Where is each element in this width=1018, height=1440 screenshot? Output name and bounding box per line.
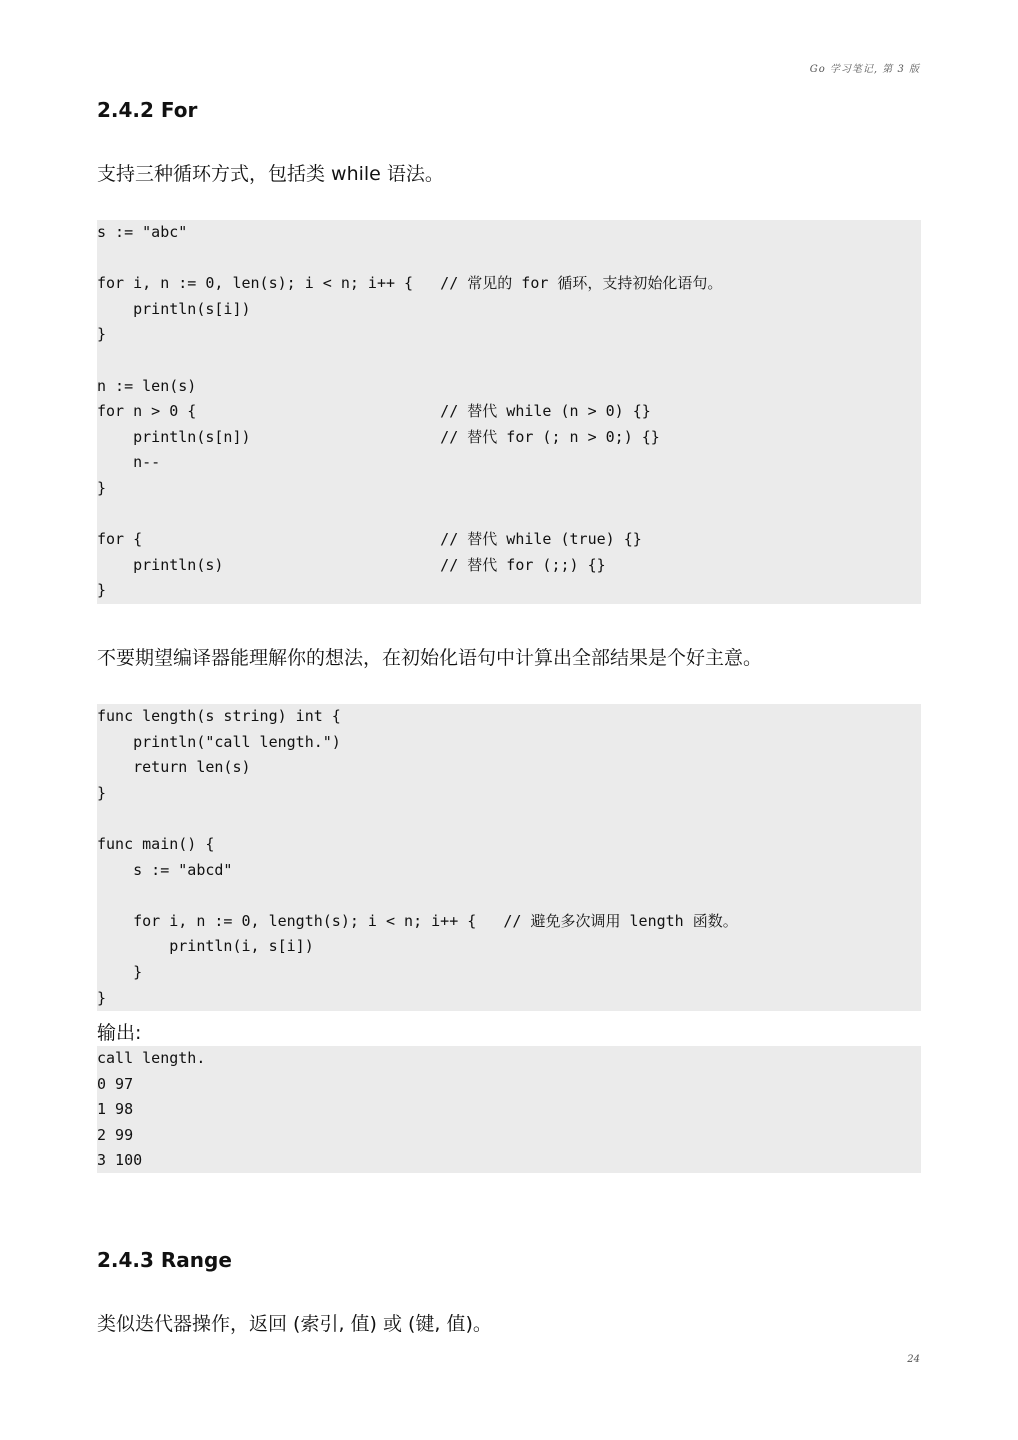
code-line bbox=[97, 883, 921, 909]
code-block-length-example bbox=[97, 704, 921, 1011]
code-line: for i, n := 0, length(s); i < n; i++ { // 避免多次调用 length 函数。 bbox=[97, 911, 738, 930]
code-line: } bbox=[97, 988, 107, 1007]
code-line: } bbox=[97, 325, 107, 344]
code-line: } bbox=[97, 783, 107, 802]
page-number: 24 bbox=[907, 1354, 920, 1365]
code-block-output bbox=[97, 1046, 921, 1173]
section-heading-range: 2.4.3 Range bbox=[97, 1248, 232, 1272]
output-label: 输出: bbox=[97, 1022, 142, 1044]
code-line: func main() { bbox=[97, 834, 215, 853]
code-line: } bbox=[97, 478, 107, 497]
section-heading-for: 2.4.2 For bbox=[97, 98, 198, 122]
code-line: println(s[n]) // 替代 for (; n > 0;) {} bbox=[97, 427, 660, 446]
code-line: println(i, s[i]) bbox=[97, 937, 314, 956]
code-line: s := "abc" bbox=[97, 223, 188, 241]
code-line: } bbox=[97, 581, 107, 600]
code-line: func length(s string) int { bbox=[97, 707, 341, 725]
code-line bbox=[97, 246, 921, 272]
output-line: 3 100 bbox=[97, 1151, 143, 1170]
code-line: return len(s) bbox=[97, 758, 251, 777]
for-intro-paragraph: 支持三种循环方式，包括类 while 语法。 bbox=[97, 163, 444, 185]
code-line bbox=[97, 502, 921, 528]
output-line: 2 99 bbox=[97, 1125, 134, 1144]
advice-paragraph: 不要期望编译器能理解你的想法，在初始化语句中计算出全部结果是个好主意。 bbox=[97, 647, 763, 669]
output-line: 1 98 bbox=[97, 1100, 134, 1119]
code-line: for i, n := 0, len(s); i < n; i++ { // 常见的 for 循环，支持初始化语句。 bbox=[97, 274, 723, 293]
code-line: n-- bbox=[97, 453, 161, 472]
code-line: for { // 替代 while (true) {} bbox=[97, 530, 642, 549]
code-line: println(s) // 替代 for (;;) {} bbox=[97, 555, 606, 574]
code-block-for-loops bbox=[97, 220, 921, 604]
code-line: for n > 0 { // 替代 while (n > 0) {} bbox=[97, 402, 651, 421]
code-line: } bbox=[97, 962, 143, 981]
code-line: println(s[i]) bbox=[97, 299, 251, 318]
output-line: 0 97 bbox=[97, 1074, 134, 1093]
code-line: s := "abcd" bbox=[97, 860, 233, 879]
code-line bbox=[97, 348, 921, 374]
range-intro-paragraph: 类似迭代器操作，返回 (索引, 值) 或 (键, 值)。 bbox=[97, 1313, 492, 1335]
running-header: Go 学习笔记, 第 3 版 bbox=[809, 64, 920, 75]
code-line: println("call length.") bbox=[97, 732, 341, 751]
output-line: call length. bbox=[97, 1049, 206, 1067]
code-line bbox=[97, 806, 921, 832]
code-line: n := len(s) bbox=[97, 376, 197, 395]
